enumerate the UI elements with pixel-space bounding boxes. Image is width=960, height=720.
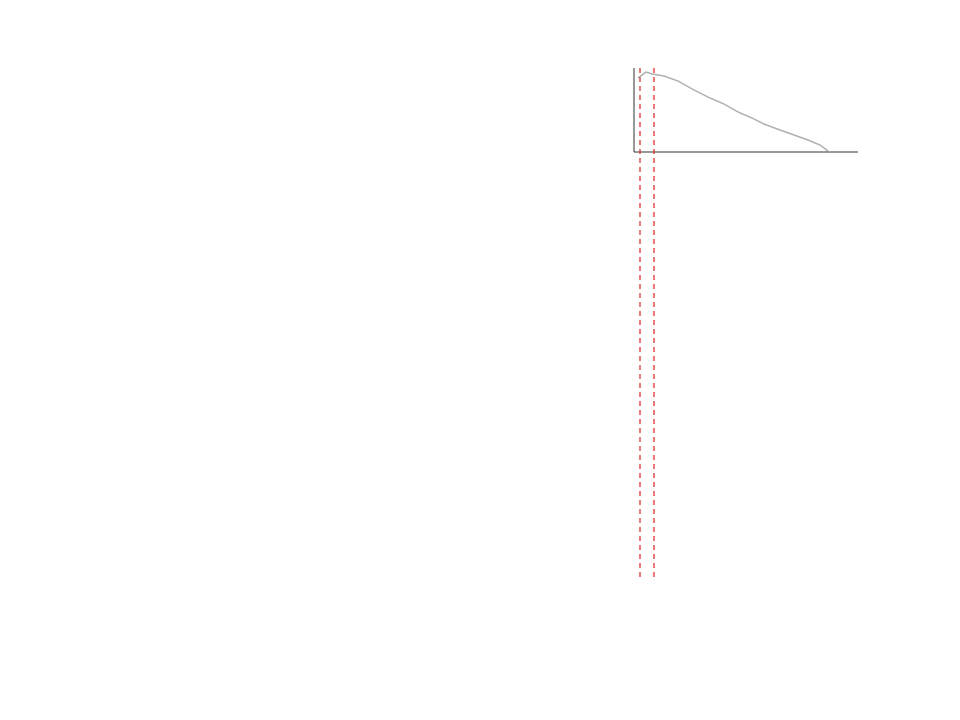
text-column xyxy=(82,38,552,92)
goodness-curve xyxy=(638,72,828,151)
dendrogram-figure xyxy=(586,54,876,584)
slide-title xyxy=(82,38,552,78)
split-plot xyxy=(634,68,858,152)
